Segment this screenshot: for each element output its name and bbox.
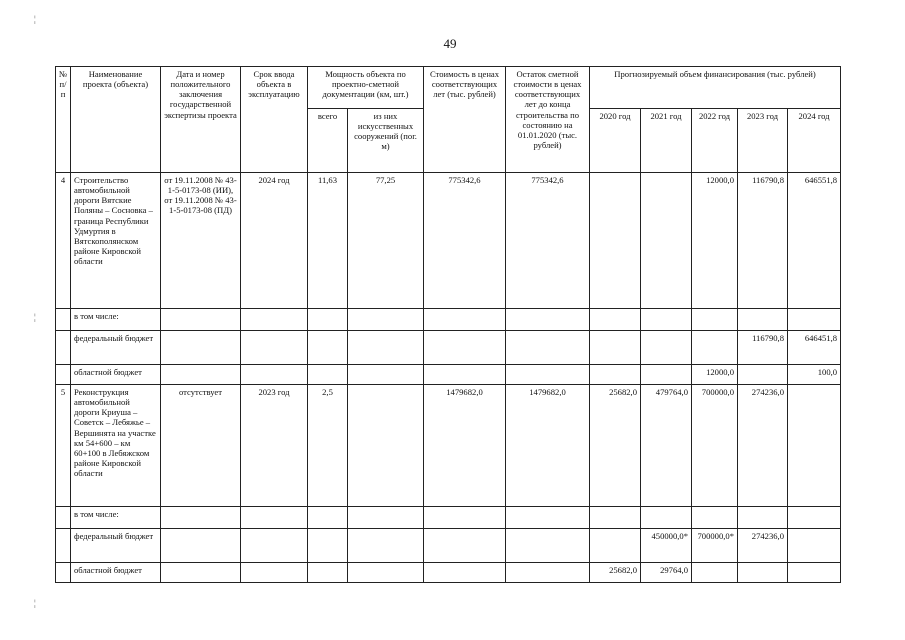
row-regional-y2020: 25682,0 xyxy=(590,563,641,583)
row-structures: 77,25 xyxy=(348,173,424,309)
row-no: 4 xyxy=(56,173,71,309)
row-structures xyxy=(348,385,424,507)
row-cost: 1479682,0 xyxy=(424,385,506,507)
row-name: Реконструкция автомобильной дороги Криуша – Советск – Лебяжье – Вершинята на участке км 54+600 – км 60+100 в Лебяжском районе Кировской области xyxy=(71,385,161,507)
row-federal-y2021 xyxy=(641,331,692,365)
row-regional-y2021 xyxy=(641,365,692,385)
row-regional-label: областной бюджет xyxy=(71,365,161,385)
table-row xyxy=(56,173,841,309)
row-federal-y2020 xyxy=(590,529,641,563)
row-including-label: в том числе: xyxy=(71,309,161,331)
row-y2023: 116790,8 xyxy=(738,173,788,309)
row-name: Строительство автомобильной дороги Вятские Поляны – Сосновка – граница Республики Удмуртия в Вятскополянском районе Кировской области xyxy=(71,173,161,309)
row-y2020: 25682,0 xyxy=(590,385,641,507)
row-expert: от 19.11.2008 № 43-1-5-0173-08 (ИИ), от 19.11.2008 № 43-1-5-0173-08 (ПД) xyxy=(161,173,241,309)
row-regional-y2024 xyxy=(788,563,841,583)
row-regional-label: областной бюджет xyxy=(71,563,161,583)
margin-mark-top: ¦ xyxy=(34,14,36,24)
row-regional-y2023 xyxy=(738,563,788,583)
row-federal-y2021: 450000,0* xyxy=(641,529,692,563)
table-row xyxy=(56,385,841,507)
header-remaining: Остаток сметной стоимости в ценах соответствующих лет до конца строительства по состоянию на 01.01.2020 (тыс. рублей) xyxy=(506,67,590,173)
row-regional-y2022 xyxy=(692,563,738,583)
table-row xyxy=(56,309,841,331)
table-row xyxy=(56,563,841,583)
row-y2022: 12000,0 xyxy=(692,173,738,309)
header-expert: Дата и номер положительного заключения государственной экспертизы проекта xyxy=(161,67,241,173)
row-federal-y2023: 274236,0 xyxy=(738,529,788,563)
table-row xyxy=(56,365,841,385)
row-no: 5 xyxy=(56,385,71,507)
row-remaining: 775342,6 xyxy=(506,173,590,309)
header-cost: Стоимость в ценах соответствующих лет (тыс. рублей) xyxy=(424,67,506,173)
row-federal-y2022: 700000,0* xyxy=(692,529,738,563)
row-expert: отсутствует xyxy=(161,385,241,507)
row-y2021 xyxy=(641,173,692,309)
table-row xyxy=(56,507,841,529)
header-capacity: Мощность объекта по проектно-сметной документации (км, шт.) xyxy=(308,67,424,109)
header-year-2021: 2021 год xyxy=(641,109,692,173)
header-year-2020: 2020 год xyxy=(590,109,641,173)
row-y2022: 700000,0 xyxy=(692,385,738,507)
row-federal-label: федеральный бюджет xyxy=(71,529,161,563)
row-federal-y2020 xyxy=(590,331,641,365)
page-number: 49 xyxy=(443,36,457,51)
row-regional-y2020 xyxy=(590,365,641,385)
row-regional-y2021: 29764,0 xyxy=(641,563,692,583)
header-no: № п/п xyxy=(56,67,71,173)
row-federal-label: федеральный бюджет xyxy=(71,331,161,365)
margin-mark-mid: ¦ xyxy=(34,312,36,322)
margin-mark-bottom: ¦ xyxy=(34,598,36,608)
row-federal-y2022 xyxy=(692,331,738,365)
row-term: 2024 год xyxy=(241,173,308,309)
header-year-2024: 2024 год xyxy=(788,109,841,173)
header-year-2022: 2022 год xyxy=(692,109,738,173)
row-regional-y2023 xyxy=(738,365,788,385)
header-capacity-structures: из них искусственных сооружений (пог. м) xyxy=(348,109,424,173)
row-regional-y2024: 100,0 xyxy=(788,365,841,385)
row-federal-y2024 xyxy=(788,529,841,563)
header-name: Наименование проекта (объекта) xyxy=(71,67,161,173)
row-including-label: в том числе: xyxy=(71,507,161,529)
row-term: 2023 год xyxy=(241,385,308,507)
row-y2021: 479764,0 xyxy=(641,385,692,507)
row-y2023: 274236,0 xyxy=(738,385,788,507)
header-financing: Прогнозируемый объем финансирования (тыс. рублей) xyxy=(590,67,841,109)
row-y2024 xyxy=(788,385,841,507)
row-federal-y2024: 646451,8 xyxy=(788,331,841,365)
header-row-1 xyxy=(56,67,841,109)
table-row xyxy=(56,529,841,563)
row-federal-y2023: 116790,8 xyxy=(738,331,788,365)
row-total: 11,63 xyxy=(308,173,348,309)
row-regional-y2022: 12000,0 xyxy=(692,365,738,385)
financing-table xyxy=(55,66,841,583)
header-year-2023: 2023 год xyxy=(738,109,788,173)
row-cost: 775342,6 xyxy=(424,173,506,309)
table-row xyxy=(56,331,841,365)
row-y2024: 646551,8 xyxy=(788,173,841,309)
header-term: Срок ввода объекта в эксплуатацию xyxy=(241,67,308,173)
row-total: 2,5 xyxy=(308,385,348,507)
row-y2020 xyxy=(590,173,641,309)
row-remaining: 1479682,0 xyxy=(506,385,590,507)
header-capacity-total: всего xyxy=(308,109,348,173)
